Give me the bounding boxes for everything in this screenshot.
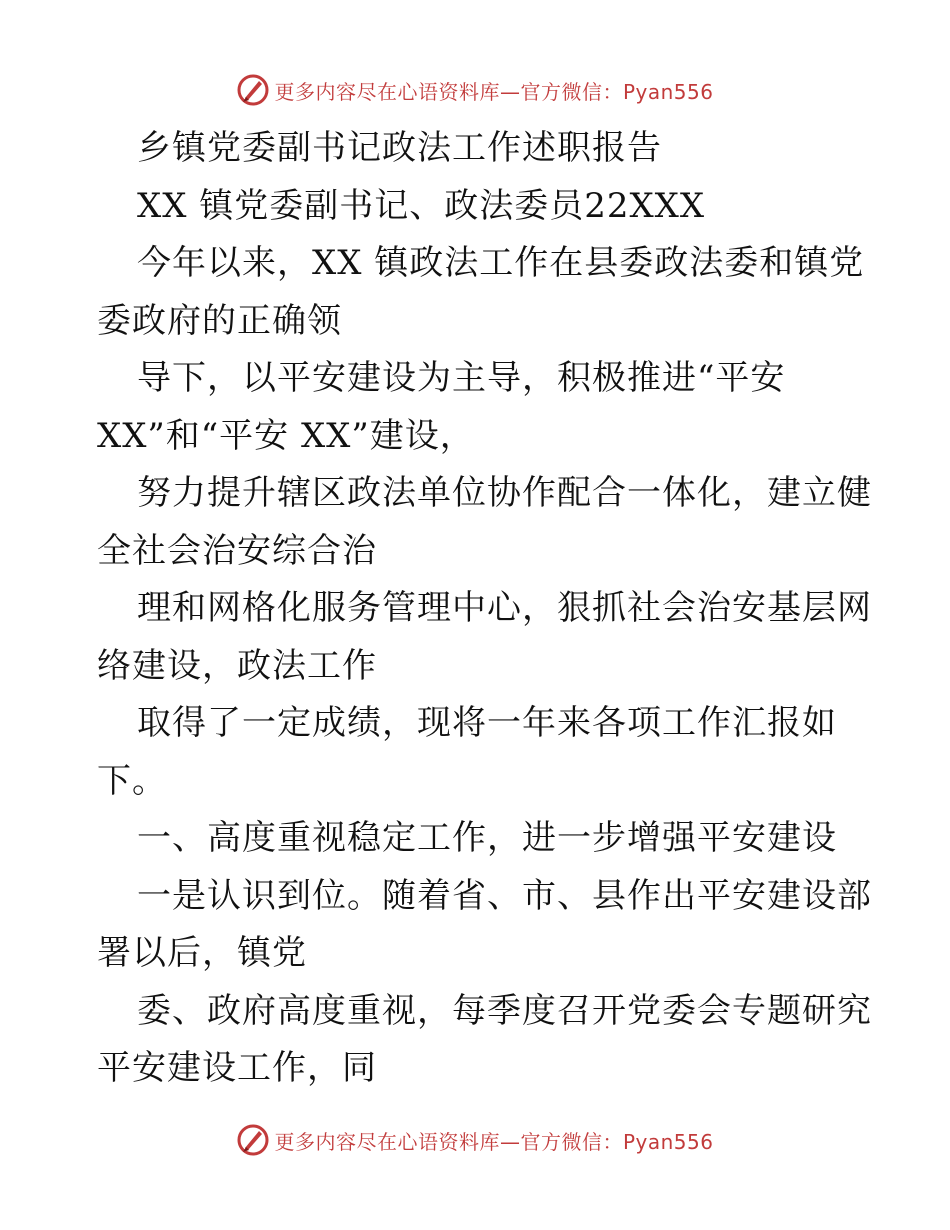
section-heading: 一、高度重视稳定工作，进一步增强平安建设 bbox=[137, 818, 837, 858]
paragraph-line: 导下，以平安建设为主导，积极推进“平安 bbox=[137, 358, 786, 398]
paragraph-line: 委、政府高度重视，每季度召开党委会专题研究 bbox=[137, 990, 872, 1031]
paragraph-line: 络建设，政法工作 bbox=[97, 645, 377, 686]
watermark-text: 更多内容尽在心语资料库—官方微信：Pyan556 bbox=[274, 1129, 714, 1154]
paragraph-line: 全社会治安综合治 bbox=[97, 530, 377, 571]
paragraph-line: XX”和“平安 XX”建设， bbox=[97, 415, 475, 456]
paragraph-line: 委政府的正确领 bbox=[97, 300, 342, 341]
paragraph-line: 下。 bbox=[97, 760, 167, 801]
paragraph-line: 今年以来，XX 镇政法工作在县委政法委和镇党 bbox=[137, 243, 865, 283]
document-title: 乡镇党委副书记政法工作述职报告 bbox=[137, 128, 662, 168]
footer-watermark bbox=[0, 1120, 950, 1160]
paragraph-line: 一是认识到位。随着省、市、县作出平安建设部 bbox=[137, 875, 872, 916]
paragraph-line: 署以后，镇党 bbox=[97, 933, 307, 973]
author-line: XX 镇党委副书记、政法委员22XXX bbox=[137, 185, 706, 226]
paragraph-line: 努力提升辖区政法单位协作配合一体化，建立健 bbox=[137, 473, 872, 513]
document-body bbox=[97, 120, 872, 1098]
paragraph-line: 平安建设工作，同 bbox=[97, 1048, 377, 1088]
watermark-text: 更多内容尽在心语资料库—官方微信：Pyan556 bbox=[274, 79, 714, 104]
quill-pen-seal-icon bbox=[236, 73, 270, 107]
header-watermark bbox=[0, 70, 950, 110]
paragraph-line: 理和网格化服务管理中心，狠抓社会治安基层网 bbox=[137, 588, 872, 628]
paragraph-line: 取得了一定成绩，现将一年来各项工作汇报如 bbox=[137, 703, 837, 743]
quill-pen-seal-icon bbox=[236, 1123, 270, 1157]
